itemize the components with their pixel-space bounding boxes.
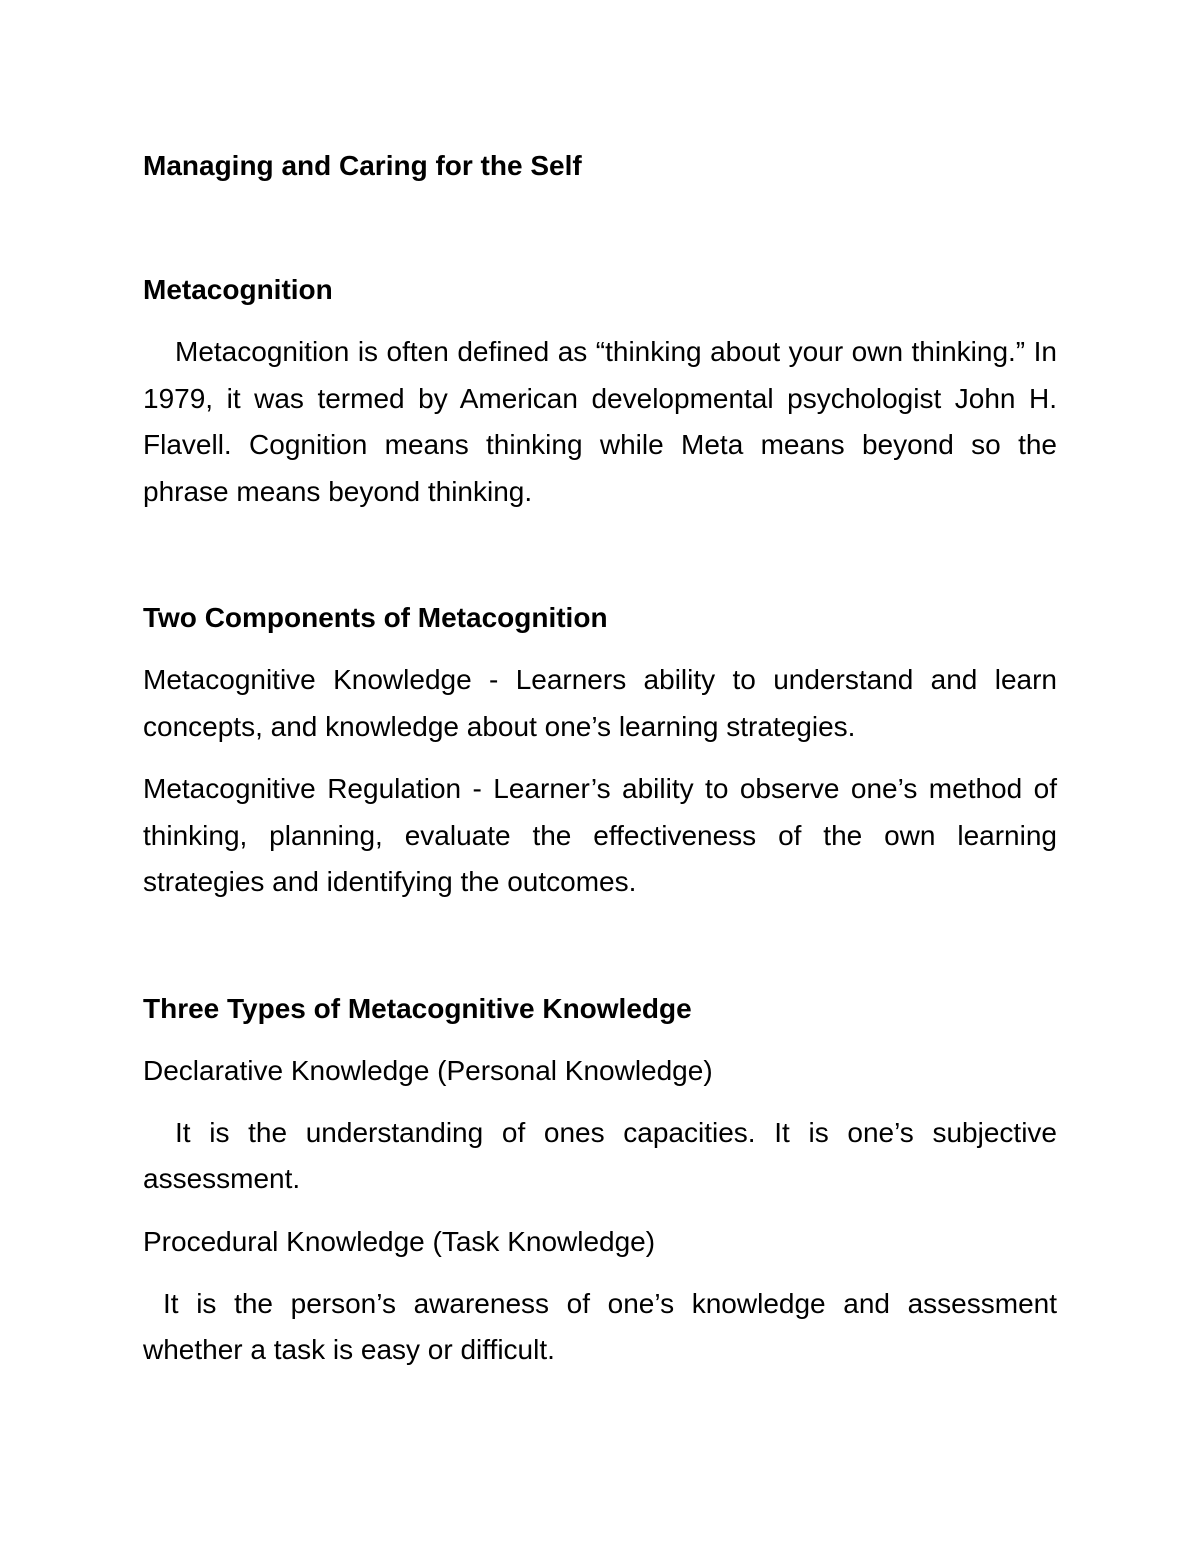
paragraph-declarative-knowledge: It is the understanding of ones capacities. It is one’s subjective assessment. <box>143 1116 1057 1194</box>
heading-two-components: Two Components of Metacognition <box>143 602 608 633</box>
paragraph-metacognitive-regulation: Metacognitive Regulation - Learner’s ability to observe one’s method of thinking, planning, evaluate the effectiveness of the own learning strategies and identifying the outcomes. <box>143 773 1057 897</box>
paragraph-metacognitive-knowledge: Metacognitive Knowledge - Learners ability to understand and learn concepts, and knowledge about one’s learning strategies. <box>143 664 1057 742</box>
subheading-procedural-knowledge: Procedural Knowledge (Task Knowledge) <box>143 1225 656 1257</box>
document-body <box>143 143 1057 1374</box>
paragraph-metacognition-definition: Metacognition is often defined as “thinking about your own thinking.” In 1979, it was termed by American developmental psychologist John H. Flavell. Cognition means thinking while Meta means beyond so the phrase means beyond thinking. <box>143 336 1057 507</box>
paragraph-procedural-knowledge: It is the person’s awareness of one’s knowledge and assessment whether a task is easy or difficult. <box>143 1287 1057 1365</box>
document-title: Managing and Caring for the Self <box>143 150 582 181</box>
subheading-declarative-knowledge: Declarative Knowledge (Personal Knowledge) <box>143 1054 713 1086</box>
heading-three-types: Three Types of Metacognitive Knowledge <box>143 992 692 1024</box>
heading-metacognition: Metacognition <box>143 274 333 305</box>
